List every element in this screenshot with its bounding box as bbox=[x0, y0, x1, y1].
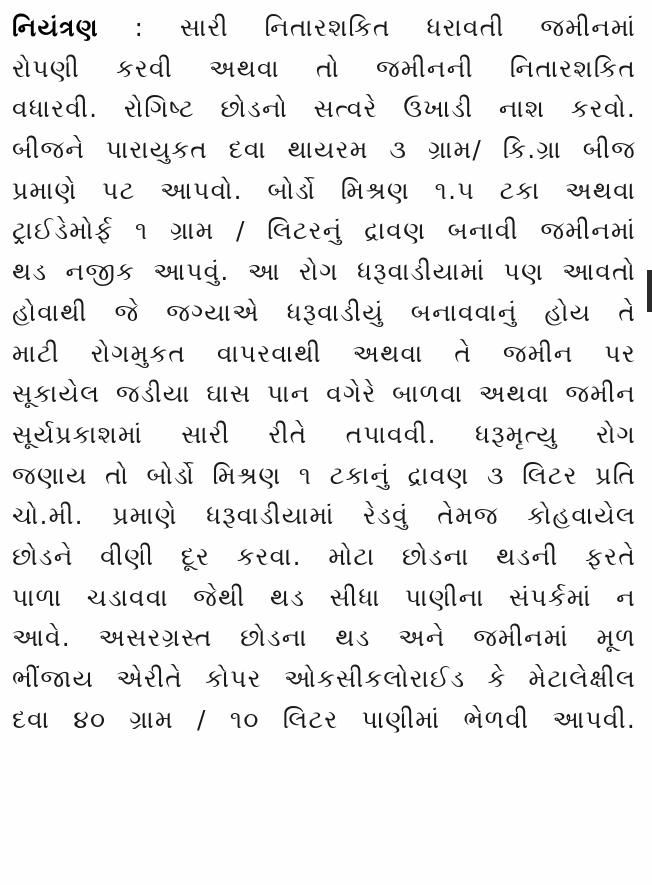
article-line-12: જણાય તો બોર્ડો મિશ્રણ ૧ ટકાનું દ્રાવણ ૩ લિટર પ્રતિ bbox=[12, 460, 636, 490]
article-text bbox=[12, 8, 636, 740]
article-line-1-text: : સારી નિતારશકિત ધરાવતી જમીનમાં bbox=[98, 13, 636, 42]
article-line-5: પ્રમાણે પટ આપવો. બોર્ડો મિશ્રણ ૧.૫ ટકા અથવા bbox=[12, 175, 636, 205]
article-line-6: ટ્રાઈડેમોર્ફ ૧ ગ્રામ / લિટરનું દ્રાવણ બનાવી જમીનમાં bbox=[12, 216, 636, 246]
article-line-10: સૂકાયેલ જડીયા ઘાસ પાન વગેરે બાળવા અથવા જમીન bbox=[12, 379, 636, 409]
article-line-9: માટી રોગમુકત વાપરવાથી અથવા તે જમીન પર bbox=[12, 338, 636, 368]
article-line-4: બીજને પારાયુકત દવા થાયરમ ૩ ગ્રામ/ કિ.ગ્રા બીજ bbox=[12, 135, 636, 165]
article-line-18: દવા ૪૦ ગ્રામ / ૧૦ લિટર પાણીમાં ભેળવી આપવી. bbox=[12, 704, 636, 734]
page-edge-mark bbox=[647, 270, 652, 312]
article-line-17: ભીંજાય એરીતે કોપર ઓકસીકલોરાઈડ કે મેટાલેક્ષીલ bbox=[12, 664, 636, 693]
article-line-13: ચો.મી. પ્રમાણે ધરૂવાડીયામાં રેડવું તેમજ કોહવાયેલ bbox=[12, 501, 636, 531]
article-line-2: રોપણી કરવી અથવા તો જમીનની નિતારશકિત bbox=[12, 53, 636, 83]
article-line-1 bbox=[12, 8, 636, 49]
article-line-7: થડ નજીક આપવું. આ રોગ ધરૂવાડીયામાં પણ આવતો bbox=[12, 257, 636, 287]
article-line-14: છોડને વીણી દૂર કરવા. મોટા છોડના થડની ફરતે bbox=[12, 541, 636, 571]
article-line-16: આવે. અસરગ્રસ્ત છોડના થડ અને જમીનમાં મૂળ bbox=[12, 623, 636, 653]
article-line-8: હોવાથી જે જગ્યાએ ધરૂવાડીયું બનાવવાનું હોય તે bbox=[12, 297, 636, 327]
article-line-11: સૂર્યપ્રકાશમાં સારી રીતે તપાવવી. ધરૂમૃત્યુ રોગ bbox=[12, 419, 636, 449]
article-line-15: પાળા ચડાવવા જેથી થડ સીધા પાણીના સંપર્કમાં ન bbox=[12, 582, 636, 612]
heading-niyantran: નિયંત્રણ bbox=[12, 13, 99, 42]
article-line-3: વધારવી. રોગિષ્ટ છોડનો સત્વરે ઉખાડી નાશ કરવો. bbox=[12, 94, 636, 124]
